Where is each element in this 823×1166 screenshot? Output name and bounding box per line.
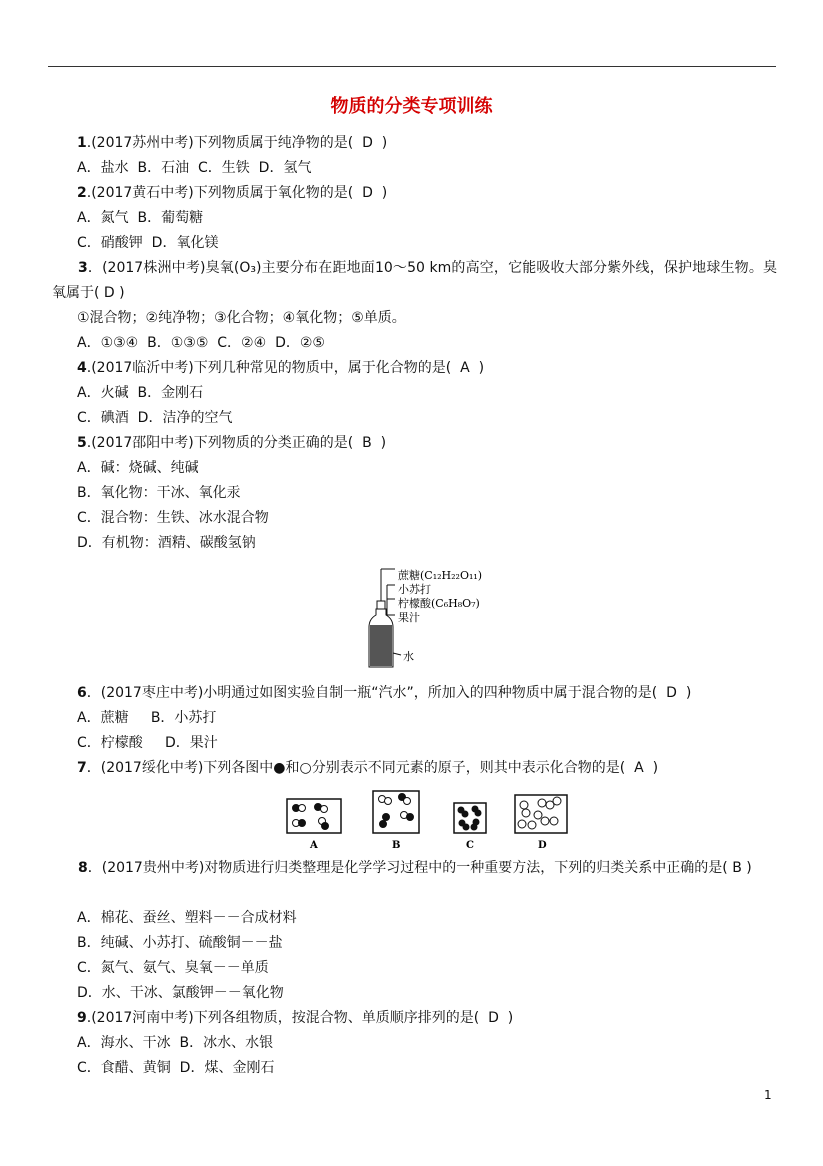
question-5-option-c: C．混合物：生铁、冰水混合物: [77, 510, 269, 526]
question-number: 5: [77, 435, 87, 451]
question-3-items: ①混合物；②纯净物；③化合物；④氧化物；⑤单质。: [77, 310, 406, 326]
header-rule: [48, 66, 776, 67]
question-5-option-b: B．氧化物：干冰、氧化汞: [77, 485, 241, 501]
question-6-options-1: A．蔗糖 B．小苏打: [77, 710, 217, 726]
question-stem: ．(2017绥化中考)下列各图中●和○分别表示不同元素的原子，则其中表示化合物的是( A ): [86, 760, 659, 776]
question-2-options-2: C．硝酸钾 D．氧化镁: [77, 235, 219, 251]
question-stem: .(2017临沂中考)下列几种常见的物质中，属于化合物的是( A ): [86, 360, 485, 376]
question-4-options-1: A．火碱 B．金刚石: [77, 385, 204, 401]
question-stem: .(2017邵阳中考)下列物质的分类正确的是( B ): [86, 435, 387, 451]
question-6-options-2: C．柠檬酸 D．果汁: [77, 735, 218, 751]
bottle-label-2: 小苏打: [398, 583, 431, 596]
question-5-option-d: D．有机物：酒精、碳酸氢钠: [77, 535, 256, 551]
question-4: [77, 359, 484, 377]
question-2: [77, 184, 387, 202]
question-number: 8: [78, 860, 88, 876]
question-3-options: A．①③④ B．①③⑤ C．②④ D．②⑤: [77, 335, 325, 351]
question-number: 9: [77, 1010, 87, 1026]
box-label-b: B: [392, 840, 401, 851]
question-8-option-a: A．棉花、蚕丝、塑料－－合成材料: [77, 910, 297, 926]
question-stem: ．(2017株洲中考)臭氧(O₃)主要分布在距地面10～50 km的高空，它能吸收大部分紫外线，保护地球生物。臭氧属于( D ): [52, 260, 777, 301]
page-number: 1: [764, 1088, 772, 1102]
bottle-label-water: 水: [403, 650, 414, 663]
question-2-options-1: A．氮气 B．葡萄糖: [77, 210, 204, 226]
question-9-options-1: A．海水、干冰 B．冰水、水银: [77, 1035, 274, 1051]
question-5-option-a: A．碱：烧碱、纯碱: [77, 460, 199, 476]
box-label-d: D: [538, 840, 547, 851]
box-label-a: A: [310, 840, 318, 851]
question-8-option-d: D．水、干冰、氯酸钾－－氧化物: [77, 985, 284, 1001]
question-number: 4: [77, 360, 87, 376]
bottle-label-4: 果汁: [398, 611, 420, 624]
question-number: 3: [78, 260, 88, 276]
question-1-options: A．盐水 B．石油 C．生铁 D．氢气: [77, 160, 312, 176]
question-4-options-2: C．碘酒 D．洁净的空气: [77, 410, 233, 426]
soda-bottle-figure: [355, 563, 495, 671]
question-number: 6: [77, 685, 87, 701]
question-6: [77, 684, 691, 702]
question-1: [77, 134, 387, 152]
atom-model-figure: [282, 785, 572, 855]
question-5: [77, 434, 386, 452]
question-stem: .(2017河南中考)下列各组物质，按混合物、单质顺序排列的是( D ): [86, 1010, 514, 1026]
question-stem: ．(2017枣庄中考)小明通过如图实验自制一瓶“汽水”，所加入的四种物质中属于混合物的是( D ): [86, 685, 692, 701]
question-8-option-c: C．氮气、氨气、臭氧－－单质: [77, 960, 269, 976]
bottle-label-3: 柠檬酸(C₆H₈O₇): [398, 597, 480, 610]
question-stem: .(2017黄石中考)下列物质属于氧化物的是( D ): [86, 185, 388, 201]
box-label-c: C: [466, 840, 474, 851]
question-number: 7: [77, 760, 87, 776]
question-stem: .(2017苏州中考)下列物质属于纯净物的是( D ): [86, 135, 388, 151]
question-number: 2: [77, 185, 87, 201]
question-number: 1: [77, 135, 87, 151]
question-stem: ．(2017贵州中考)对物质进行归类整理是化学学习过程中的一种重要方法，下列的归类关系中正确的是( B ): [87, 860, 752, 876]
question-7: [77, 759, 658, 777]
bottle-label-1: 蔗糖(C₁₂H₂₂O₁₁): [398, 569, 483, 582]
question-3: [52, 256, 777, 306]
question-8-option-b: B．纯碱、小苏打、硫酸铜－－盐: [77, 935, 283, 951]
question-9: [77, 1009, 513, 1027]
question-9-options-2: C．食醋、黄铜 D．煤、金刚石: [77, 1060, 275, 1076]
page-title: 物质的分类专项训练: [330, 96, 493, 117]
question-8: [52, 856, 777, 881]
